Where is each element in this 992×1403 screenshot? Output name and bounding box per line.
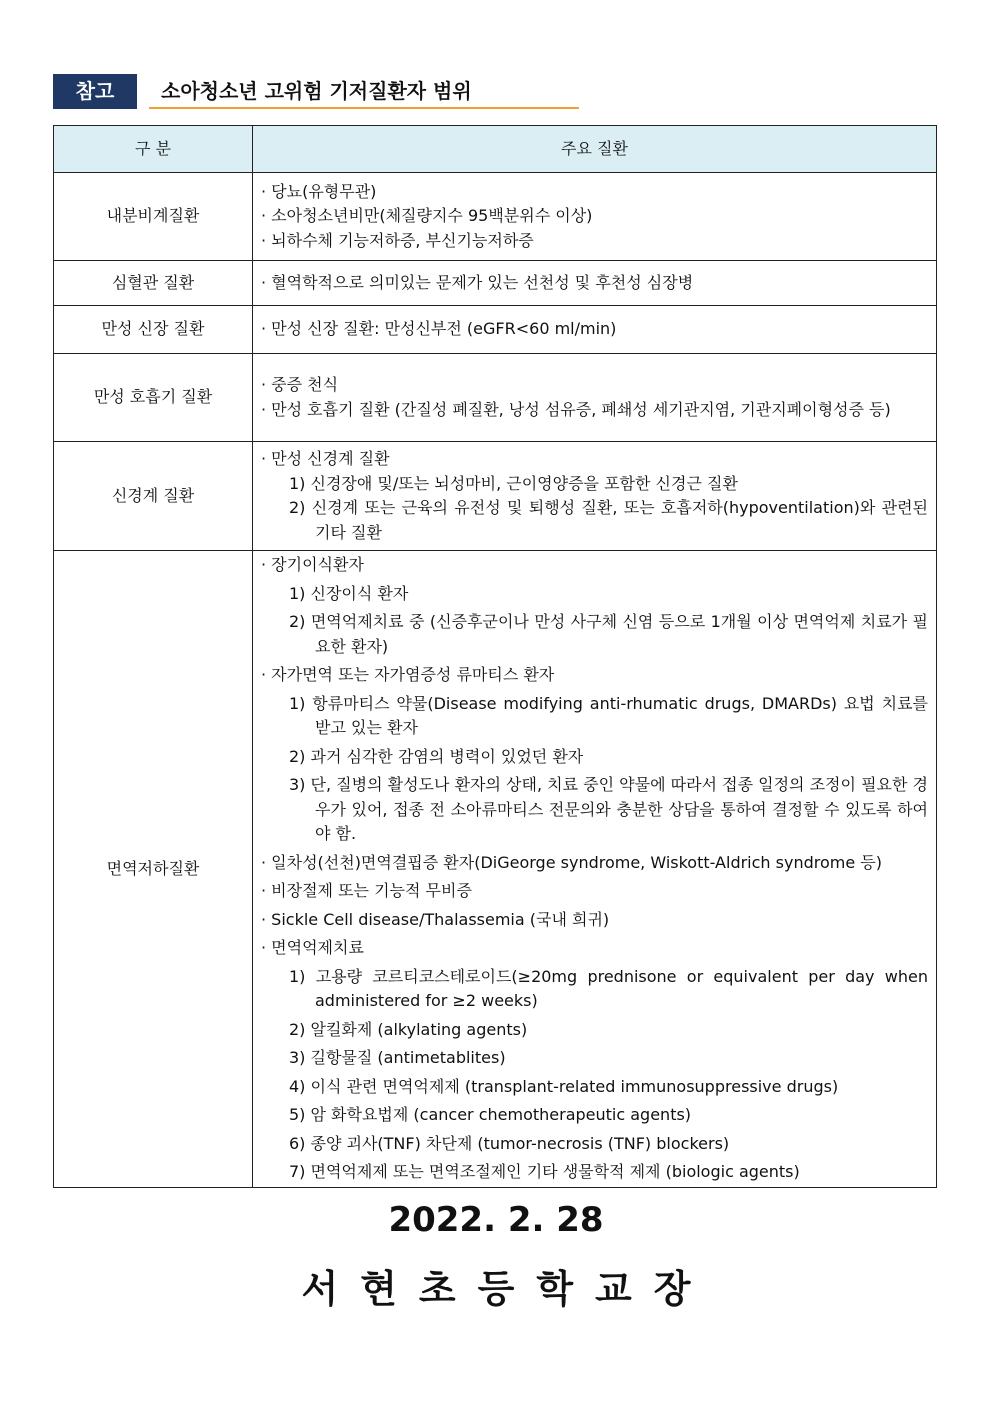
reference-tag: 참고 <box>53 74 137 109</box>
list-item: · Sickle Cell disease/Thalassemia (국내 희귀) <box>261 909 610 929</box>
list-item: · 비장절제 또는 기능적 무비증 <box>261 881 472 900</box>
row-items <box>253 442 937 551</box>
list-item: · 장기이식환자 <box>261 555 364 574</box>
list-item: 3) 단, 질병의 활성도나 환자의 상태, 치료 중인 약물에 따라서 접종 일정의 조정이 필요한 경우가 있어, 접종 전 소아류마티스 전문의와 충분한 상담을 통하여 결정할 수 있도록 하여야 함. <box>289 775 928 843</box>
row-category: 내분비계질환 <box>54 173 253 261</box>
list-item: 2) 알킬화제 (alkylating agents) <box>289 1019 528 1039</box>
list-item: 1) 신경장애 및/또는 뇌성마비, 근이영양증을 포함한 신경근 질환 <box>289 473 738 493</box>
list-item: · 일차성(선천)면역결핍증 환자(DiGeorge syndrome, Wiskott-Aldrich syndrome 등) <box>261 852 882 872</box>
row-items <box>253 173 937 261</box>
row-category: 신경계 질환 <box>54 442 253 551</box>
list-item: 5) 암 화학요법제 (cancer chemotherapeutic agents) <box>289 1105 692 1124</box>
title-underline <box>149 107 579 109</box>
list-item: · 혈역학적으로 의미있는 문제가 있는 선천성 및 후천성 심장병 <box>261 272 694 292</box>
list-item: · 만성 호흡기 질환 (간질성 폐질환, 낭성 섬유증, 폐쇄성 세기관지염, 기관지폐이형성증 등) <box>261 399 891 419</box>
list-item: 1) 항류마티스 약물(Disease modifying anti-rhumatic drugs, DMARDs) 요법 치료를 받고 있는 환자 <box>289 693 928 737</box>
row-category: 만성 호흡기 질환 <box>54 354 253 442</box>
section-header <box>53 74 579 110</box>
row-items <box>253 354 937 442</box>
row-items <box>253 261 937 306</box>
school-principal: 서현초등학교장 <box>301 1267 713 1311</box>
table-row <box>54 442 937 551</box>
list-item: 2) 신경계 또는 근육의 유전성 및 퇴행성 질환, 또는 호흡저하(hypoventilation)와 관련된 기타 질환 <box>289 498 928 542</box>
list-item: · 면역억제치료 <box>261 938 364 957</box>
list-item: 7) 면역억제제 또는 면역조절제인 기타 생물학적 제제 (biologic agents) <box>289 1162 800 1181</box>
list-item: 1) 신장이식 환자 <box>289 583 409 603</box>
header-diseases: 주요 질환 <box>253 126 937 173</box>
list-item: · 뇌하수체 기능저하증, 부신기능저하증 <box>261 230 534 250</box>
list-item: · 당뇨(유형무관) <box>261 181 377 201</box>
table-row <box>54 306 937 354</box>
list-item: 1) 고용량 코르티코스테로이드(≥20mg prednisone or equivalent per day when administered for ≥2 weeks) <box>289 966 928 1010</box>
list-item: 4) 이식 관련 면역억제제 (transplant-related immunosuppressive drugs) <box>289 1076 839 1096</box>
header-category: 구 분 <box>54 126 253 173</box>
row-category: 만성 신장 질환 <box>54 306 253 354</box>
table-header-row <box>54 126 937 173</box>
table-row <box>54 261 937 306</box>
table-row <box>54 173 937 261</box>
disease-table <box>53 125 937 1188</box>
row-items <box>253 306 937 354</box>
list-item: 6) 종양 괴사(TNF) 차단제 (tumor-necrosis (TNF) blockers) <box>289 1133 730 1153</box>
list-item: 2) 과거 심각한 감염의 병력이 있었던 환자 <box>289 746 584 766</box>
section-title: 소아청소년 고위험 기저질환자 범위 <box>161 79 472 103</box>
list-item: · 자가면역 또는 자가염증성 류마티스 환자 <box>261 665 555 684</box>
table-row <box>54 354 937 442</box>
list-item: · 중증 천식 <box>261 375 339 394</box>
row-items <box>253 551 937 1188</box>
list-item: · 소아청소년비만(체질량지수 95백분위수 이상) <box>261 206 593 226</box>
row-category: 면역저하질환 <box>54 551 253 1188</box>
list-item: · 만성 신경계 질환 <box>261 449 390 468</box>
document-date: 2022. 2. 28 <box>388 1200 604 1240</box>
list-item: · 만성 신장 질환: 만성신부전 (eGFR<60 ml/min) <box>261 319 617 339</box>
table-row <box>54 551 937 1188</box>
list-item: 3) 길항물질 (antimetablites) <box>289 1048 506 1067</box>
row-category: 심혈관 질환 <box>54 261 253 306</box>
list-item: 2) 면역억제치료 중 (신증후군이나 만성 사구체 신염 등으로 1개월 이상 면역억제 치료가 필요한 환자) <box>289 612 928 656</box>
